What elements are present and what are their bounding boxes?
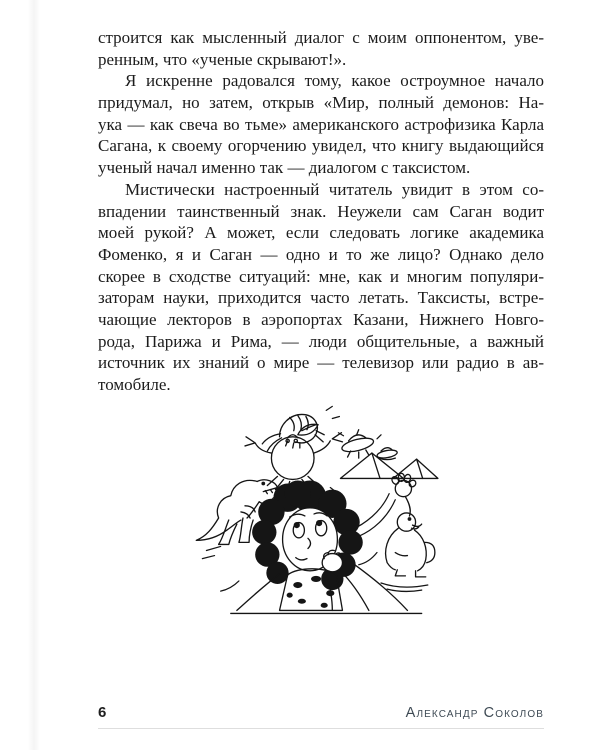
scan-gutter-shadow [28, 0, 40, 750]
text-line: Фоменко, я и Саган — одно и то же лицо? Однако дело [98, 244, 544, 264]
text-line: скорее в сходстве ситуаций: мне, как и многим популяри- [98, 266, 544, 286]
text-line: придумал, но затем, открыв «Мир, полный демонов: На- [98, 93, 544, 113]
text-line: впадении таинственный знак. Неужели сам Саган водит [98, 201, 544, 221]
text-line: ученый начал именно так — диалогом с таксистом. [98, 158, 471, 178]
ufo-icon [341, 430, 398, 460]
text-line: ренным, что «ученые скрывают!». [98, 49, 347, 69]
running-title-author: Александр Соколов [405, 705, 544, 721]
text-line: чающие лекторов в аэропортах Казани, Нижнего Новго- [98, 309, 544, 329]
text-line: рода, Парижа и Рима, — люди общительные, а важный [98, 331, 544, 351]
body-text [98, 27, 544, 396]
text-line: ука — как свеча во тьме» американского астрофизика Карла [98, 114, 544, 134]
shrimp-figure [262, 414, 324, 451]
page-number: 6 [98, 704, 107, 721]
text-line: Сагана, к своему огорчению увидел, что книгу выдающийся [98, 136, 544, 156]
text-line: источник их знаний о мире — телевизор или радио в ав- [98, 353, 544, 373]
text-line: заторам науки, приходится часто летать. Таксисты, встре- [98, 288, 544, 308]
text-line: томобиле. [98, 375, 171, 394]
thinking-caveman-illustration [178, 400, 444, 634]
text-line: строится как мысленный диалог с моим оппонентом, уве- [98, 28, 544, 47]
footer-rule [98, 728, 544, 729]
text-line: Я искренне радовался тому, какое остроумное начало [125, 71, 544, 91]
caveman-figure [231, 480, 422, 613]
page-footer [98, 704, 544, 729]
text-line: Мистически настроенный читатель увидит в этом со- [125, 179, 544, 199]
waving-creature-figure [381, 473, 435, 591]
text-line: моей рукой? А может, если следовать логике академика [98, 223, 544, 243]
